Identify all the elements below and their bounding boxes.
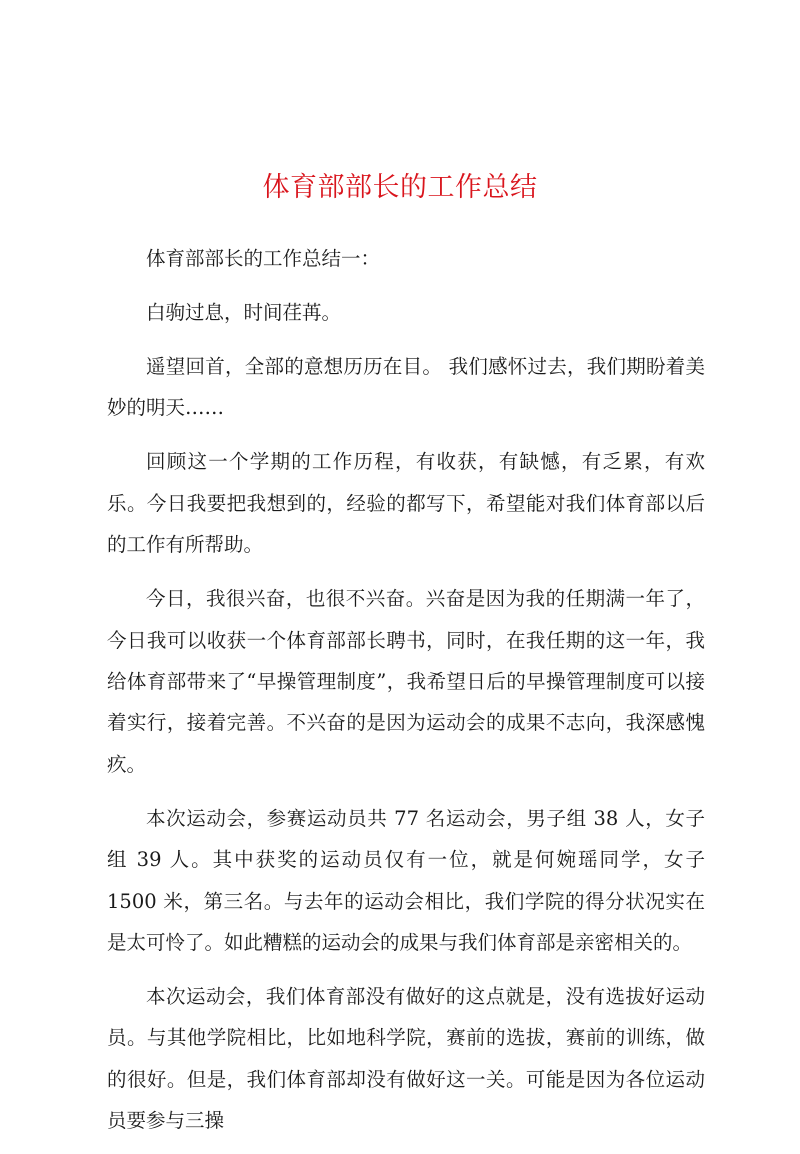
paragraph: 今日，我很兴奋，也很不兴奋。兴奋是因为我的任期满一年了，今日我可以收获一个体育部部长聘书，同时，在我任期的这一年，我给体育部带来了“早操管理制度”，我希望日后的早操管理制度可以接着实行，接着完善。不兴奋的是因为运动会的成果不志向，我深感愧疚。 — [107, 587, 705, 776]
paragraph: 白驹过息，时间荏苒。 — [146, 301, 342, 324]
paragraph: 本次运动会，参赛运动员共 77 名运动会，男子组 38 人，女子组 39 人。其中获奖的运动员仅有一位，就是何婉瑶同学，女子 1500 米，第三名。与去年的运动会相比，我们学院的得分状况实在是太可怜了。如此糟糕的运动会的成果与我们体育部是亲密相关的。 — [107, 806, 705, 955]
paragraph: 回顾这一个学期的工作历程，有收获，有缺憾，有乏累，有欢乐。今日我要把我想到的，经验的都写下，希望能对我们体育部以后的工作有所帮助。 — [107, 450, 705, 557]
paragraph: 本次运动会，我们体育部没有做好的这点就是，没有选拔好运动员。与其他学院相比，比如地科学院，赛前的选拔，赛前的训练，做的很好。但是，我们体育部却没有做好这一关。可能是因为各位运动员要参与三操 — [107, 985, 705, 1133]
paragraph: 遥望回首，全部的意想历历在目。 我们感怀过去，我们期盼着美妙的明天…… — [107, 355, 705, 420]
document-title: 体育部部长的工作总结 — [262, 172, 538, 203]
paragraph: 体育部部长的工作总结一： — [146, 247, 381, 270]
document-body — [107, 238, 705, 1154]
